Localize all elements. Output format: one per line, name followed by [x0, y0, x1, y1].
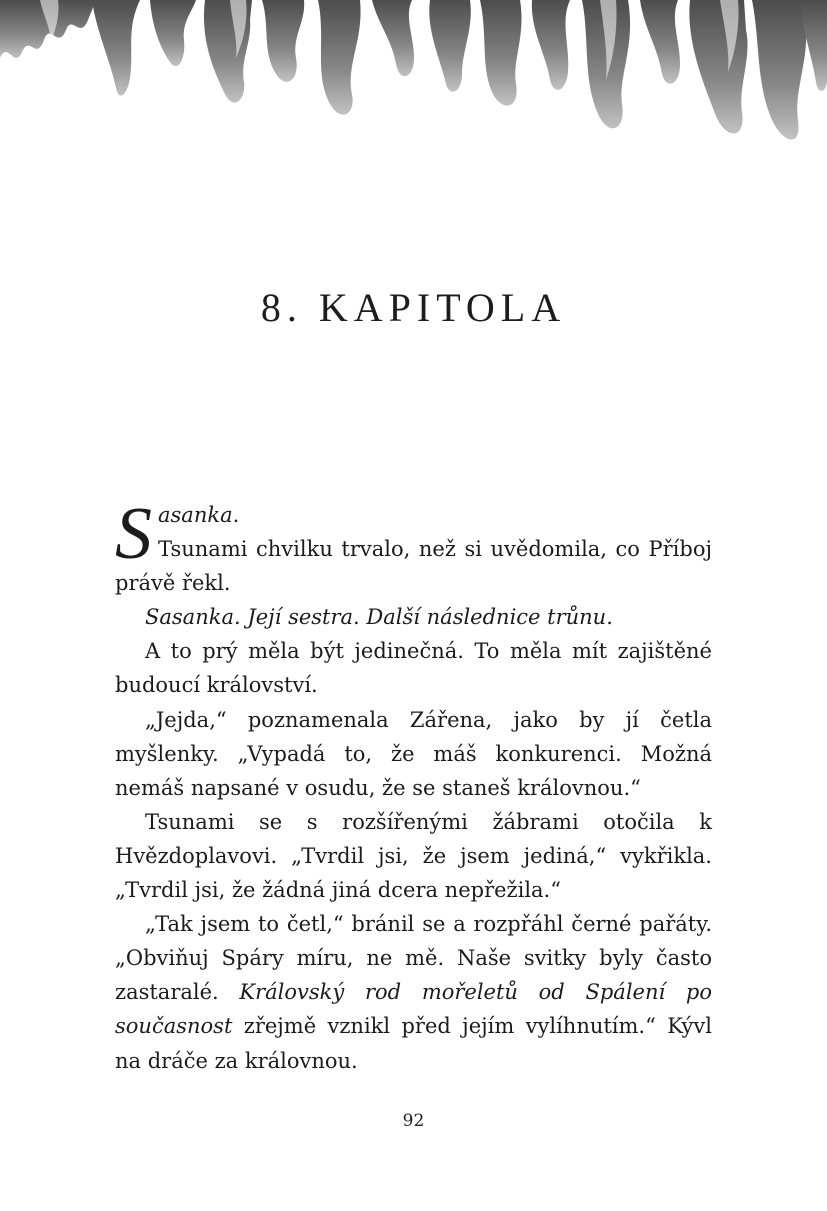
paragraph-5: Tsunami se s rozšířenými žábrami otočila k Hvězdoplavovi. „Tvrdil jsi, že jsem jediná,“ vykřikla. „Tvrdil jsi, že žádná jiná dcera nepřežila.“: [115, 809, 712, 903]
paragraph-6-start: „Tak jsem to četl,“ bránil se a rozpřáhl černé pařáty. „Obviňuj Spáry míru, ne mě. Naše svitky byly často zastaralé.: [115, 912, 712, 1005]
drop-cap: S: [115, 493, 152, 575]
italic-thought: Sasanka. Její sestra. Další následnice trůnu.: [145, 605, 613, 630]
paragraph-6-end: zřejmě vznikl před jejím vylíhnutím.“ Kývl na dráče za královnou.: [115, 1014, 712, 1073]
chapter-body: [115, 493, 713, 1078]
opening-word: asanka.: [158, 503, 240, 527]
chapter-title: 8. KAPITOLA: [260, 285, 567, 330]
paragraph-1: Tsunami chvilku trvalo, než si uvědomila, co Příboj právě řekl.: [115, 537, 712, 596]
paragraph-6: [115, 907, 712, 1077]
opening-paragraph: [115, 493, 712, 600]
book-title-italic: Královský rod mořeletů od Spálení po současnost: [115, 980, 713, 1039]
flame-border-illustration: [0, 0, 827, 215]
paragraph-3: A to prý měla být jedinečná. To měla mít zajištěné budoucí království.: [115, 639, 712, 698]
paragraph-2: [115, 600, 712, 634]
page-number: 92: [402, 1111, 425, 1131]
paragraph-4: „Jejda,“ poznamenala Zářena, jako by jí četla myšlenky. „Vypadá to, že máš konkurenci. Možná nemáš napsané v osudu, že se staneš královnou.“: [115, 707, 712, 800]
